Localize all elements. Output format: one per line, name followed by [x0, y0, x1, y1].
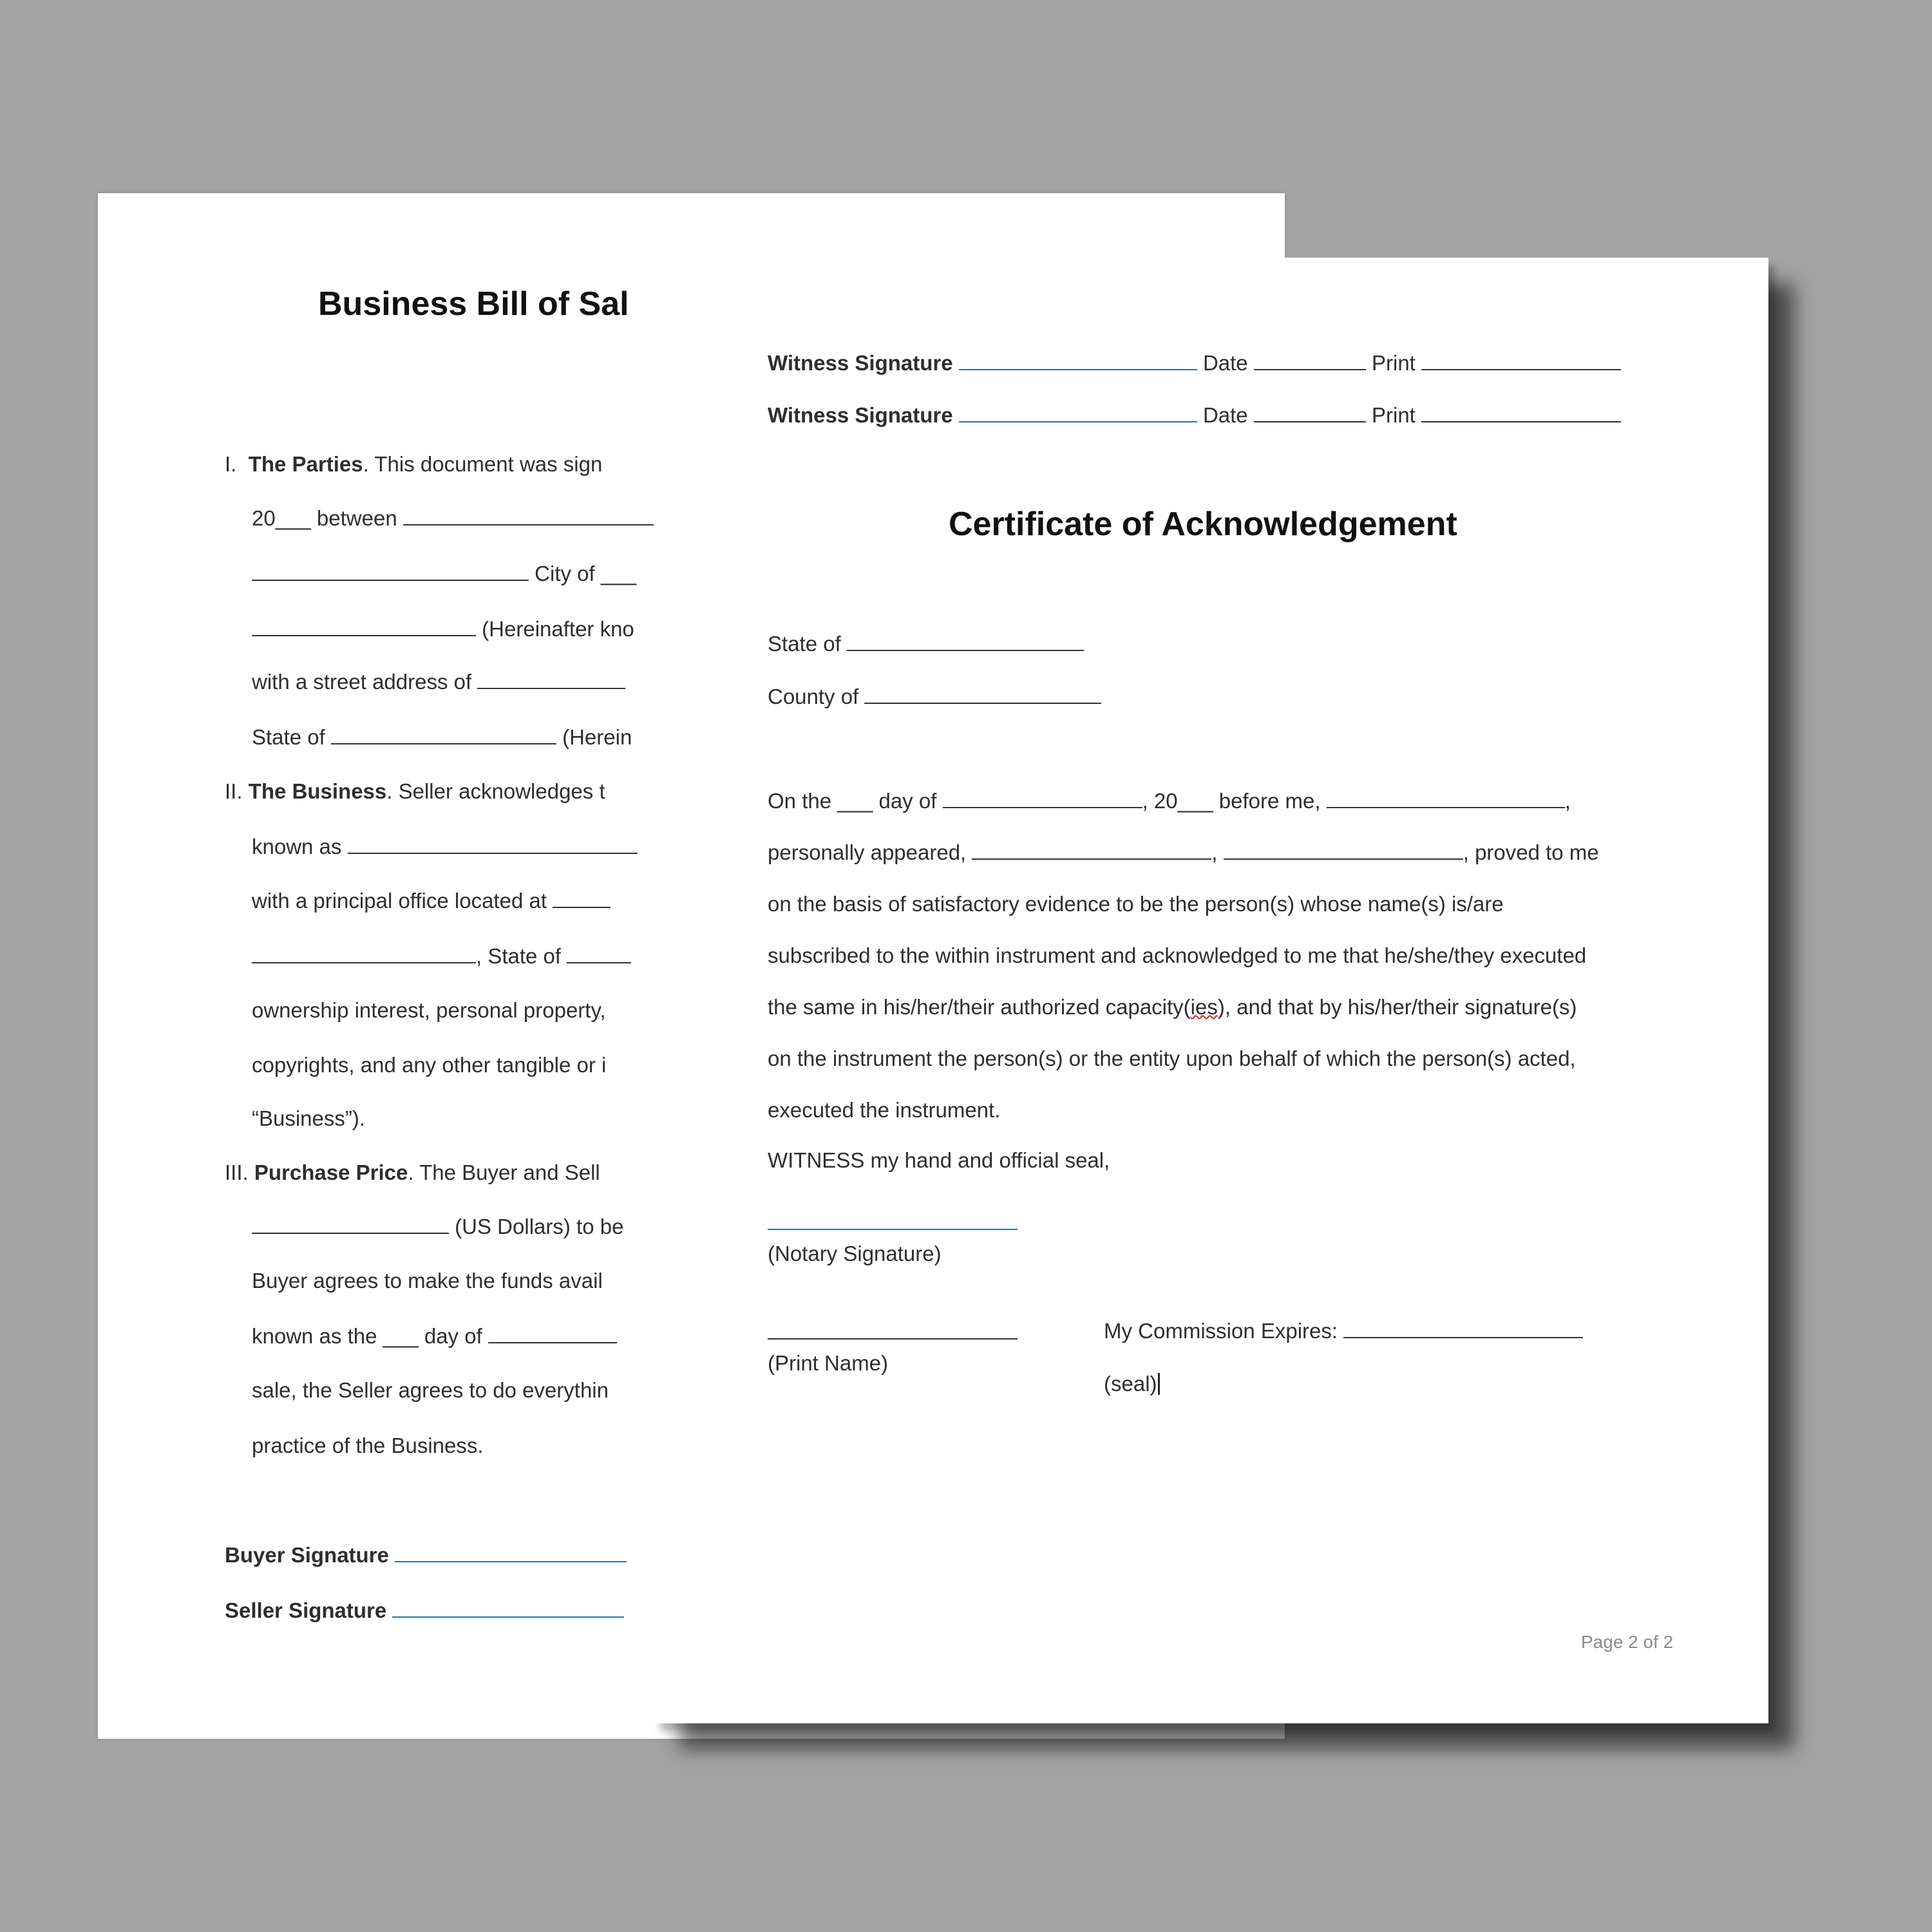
seal-label: (seal): [1104, 1372, 1157, 1396]
notary-signature-line[interactable]: [768, 1229, 1018, 1230]
page-number: Page 2 of 2: [1581, 1632, 1674, 1652]
section-parties-line-2: [252, 507, 661, 529]
blank-line[interactable]: [1224, 858, 1463, 860]
section-business-line-2: [252, 836, 638, 857]
county-label: County of: [768, 685, 859, 708]
blank-line[interactable]: [972, 858, 1211, 860]
body-line-1: [768, 790, 1571, 811]
section-business-line-3: [252, 890, 611, 911]
notary-signature-caption: (Notary Signature): [768, 1242, 942, 1265]
blank-line[interactable]: [252, 961, 476, 963]
state-label: State of: [768, 632, 841, 656]
section-price-line-6: practice of the Business.: [252, 1434, 484, 1457]
text: (US Dollars) to be: [455, 1215, 624, 1238]
witness-signature-line[interactable]: [959, 421, 1197, 422]
text: known as: [252, 835, 342, 858]
text: . Seller acknowledges t: [386, 779, 605, 803]
certificate-title: Certificate of Acknowledgement: [949, 506, 1457, 543]
county-row: [768, 686, 1101, 707]
section-business-line-5: ownership interest, personal property,: [252, 998, 606, 1022]
print-line[interactable]: [1421, 368, 1621, 370]
seller-signature-row: [225, 1600, 624, 1621]
buyer-signature-line[interactable]: [395, 1560, 627, 1562]
section-price-line-5: sale, the Seller agrees to do everythin: [252, 1378, 609, 1402]
section-number: I.: [225, 452, 237, 476]
text: personally appeared,: [768, 840, 967, 864]
date-label: Date: [1202, 351, 1248, 375]
body-line-3: on the basis of satisfactory evidence to be the person(s) whose name(s) is/are: [768, 892, 1504, 916]
section-price-line-3: Buyer agrees to make the funds avail: [252, 1269, 603, 1293]
buyer-signature-row: [225, 1544, 627, 1566]
text: (Herein: [562, 725, 632, 749]
witness-row-1: [768, 352, 1621, 374]
section-heading: The Business: [248, 779, 387, 803]
seller-signature-label: Seller Signature: [225, 1598, 387, 1622]
witness-signature-label: Witness Signature: [768, 351, 953, 375]
buyer-signature-label: Buyer Signature: [225, 1543, 389, 1567]
section-price-line-2: [252, 1216, 623, 1237]
section-parties-line-5: [252, 671, 625, 692]
commission-label: My Commission Expires:: [1104, 1319, 1338, 1343]
blank-line[interactable]: [553, 906, 611, 908]
section-business-line-4: [252, 945, 631, 967]
blank-line[interactable]: [252, 579, 529, 581]
body-line-2: [768, 842, 1599, 863]
body-line-6: on the instrument the person(s) or the entity upon behalf of which the person(s) acted,: [768, 1046, 1576, 1070]
date-line[interactable]: [1254, 368, 1366, 370]
state-row: [768, 633, 1084, 654]
date-label: Date: [1202, 403, 1248, 427]
text: ,: [1211, 840, 1218, 864]
text: , State of: [476, 944, 562, 968]
state-line[interactable]: [847, 649, 1084, 651]
blank-line[interactable]: [1327, 806, 1565, 808]
blank-line[interactable]: [943, 806, 1142, 808]
section-number: II.: [225, 779, 243, 803]
section-parties-line-6: [252, 726, 632, 748]
text: (Hereinafter kno: [482, 617, 634, 641]
blank-line[interactable]: [252, 634, 476, 636]
text: 20___ between: [252, 506, 397, 530]
witness-row-2: [768, 404, 1621, 426]
text: . The Buyer and Sell: [408, 1160, 600, 1184]
text: State of: [252, 725, 325, 749]
text: ), and that by his/her/their signature(s): [1217, 995, 1577, 1019]
seal-row: [1104, 1373, 1160, 1395]
text: with a street address of: [252, 670, 472, 694]
section-business-line-6: copyrights, and any other tangible or i: [252, 1053, 607, 1077]
text: On the ___ day of: [768, 789, 937, 813]
section-parties-line-4: [252, 618, 634, 639]
section-price-line-4: [252, 1325, 617, 1347]
text-cursor: [1158, 1373, 1160, 1395]
text: , 20___ before me,: [1142, 789, 1321, 813]
witness-signature-label: Witness Signature: [768, 403, 953, 427]
blank-line[interactable]: [567, 961, 631, 963]
print-name-caption: (Print Name): [768, 1351, 889, 1375]
date-line[interactable]: [1254, 421, 1366, 422]
print-label: Print: [1372, 403, 1416, 427]
text: , proved to me: [1463, 840, 1599, 864]
section-business-line-7: “Business”).: [252, 1106, 366, 1130]
body-line-5: [768, 996, 1577, 1018]
print-label: Print: [1372, 351, 1416, 375]
blank-line[interactable]: [331, 743, 556, 744]
text: known as the ___ day of: [252, 1324, 482, 1348]
print-name-line[interactable]: [768, 1338, 1018, 1340]
text: ,: [1564, 789, 1571, 813]
section-heading: The Parties: [248, 452, 363, 476]
section-parties-line-1: [225, 453, 602, 475]
section-price-line-1: [225, 1162, 600, 1183]
blank-line[interactable]: [403, 524, 661, 526]
section-business-line-1: [225, 781, 605, 802]
text: City of ___: [535, 562, 636, 585]
bill-of-sale-title: Business Bill of Sal: [318, 285, 629, 323]
blank-line[interactable]: [252, 1232, 449, 1234]
blank-line[interactable]: [477, 687, 625, 689]
blank-line[interactable]: [488, 1341, 617, 1343]
spellcheck-word[interactable]: ies: [1190, 995, 1218, 1019]
text: . This document was sign: [363, 452, 603, 476]
commission-row: [1104, 1320, 1583, 1341]
text: the same in his/her/their authorized capacity(: [768, 995, 1191, 1019]
seller-signature-line[interactable]: [392, 1616, 624, 1618]
certificate-page: [654, 258, 1768, 1723]
witness-signature-line[interactable]: [959, 368, 1197, 370]
text: with a principal office located at: [252, 889, 547, 913]
section-parties-line-3: [252, 563, 636, 584]
section-heading: Purchase Price: [254, 1160, 408, 1184]
body-line-7: executed the instrument.: [768, 1098, 1001, 1122]
county-line[interactable]: [864, 702, 1101, 704]
blank-line[interactable]: [348, 852, 638, 854]
witness-seal-line: WITNESS my hand and official seal,: [768, 1148, 1110, 1172]
body-line-4: subscribed to the within instrument and acknowledged to me that he/she/they executed: [768, 943, 1587, 967]
print-line[interactable]: [1421, 421, 1621, 422]
section-number: III.: [225, 1160, 249, 1184]
commission-line[interactable]: [1343, 1336, 1583, 1338]
